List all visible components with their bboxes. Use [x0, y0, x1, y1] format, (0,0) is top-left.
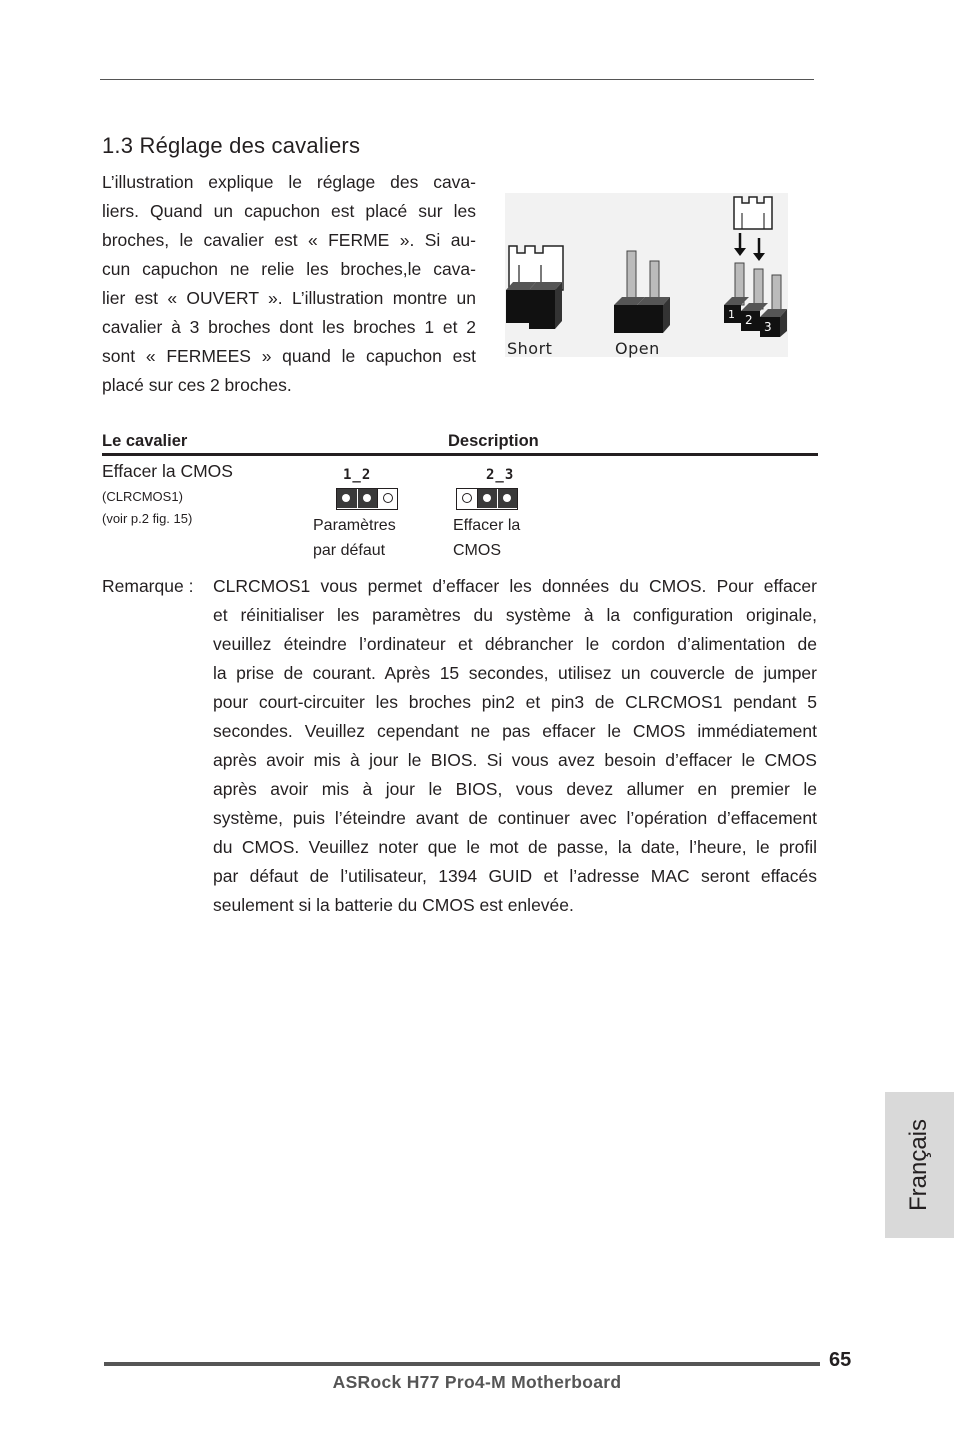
top-rule [100, 79, 814, 80]
intro-line: sont « FERMEES » quand le capuchon est [102, 346, 476, 366]
remark-line: par défaut de l’utilisateur, 1394 GUID et l’adresse MAC seront effacés [213, 866, 817, 886]
pin-number: 1 [728, 308, 735, 321]
remark-line: après avoir mis à jour le BIOS, vous devez allumer en premier le [213, 779, 817, 799]
remark-line: pour court-circuiter les broches pin2 et pin3 de CLRCMOS1 pendant 5 [213, 692, 817, 712]
pin-open-icon [457, 489, 477, 508]
intro-line: broches, le cavalier est « FERME ». Si au- [102, 230, 476, 250]
pin-closed-icon [357, 489, 377, 508]
short-label: Short [507, 339, 553, 358]
open-label: Open [615, 339, 660, 358]
language-tab-label: Français [905, 1118, 932, 1212]
pin-closed-icon [497, 489, 517, 508]
footer-product-name: ASRock H77 Pro4-M Motherboard [332, 1372, 622, 1392]
setting-a-pins: 1_2 [343, 467, 372, 483]
pin-closed-icon [337, 489, 357, 508]
jumper-illustration [505, 193, 788, 357]
remark-line: système, puis l’éteindre avant de continuer avec l’opération d’effacement [213, 808, 817, 828]
remark-line: secondes. Veuillez cependant ne pas effacer le CMOS immédiatement [213, 721, 817, 741]
setting-b-pins: 2_3 [486, 467, 515, 483]
pin-number: 3 [764, 320, 772, 334]
open-jumper-icon [614, 251, 670, 333]
pin-open-icon [377, 489, 397, 508]
setting-a-caption-2: par défaut [313, 542, 386, 559]
jumper-reference: (voir p.2 fig. 15) [102, 511, 193, 526]
table-header-rule [102, 453, 818, 456]
remark-line: du CMOS. Veuillez noter que le mot de passe, la date, l’heure, le profil [213, 837, 817, 857]
jumper-illustration-svg [505, 193, 788, 357]
intro-line: cavalier à 3 broches dont les broches 1 et 2 [102, 317, 476, 337]
language-tab [885, 1092, 954, 1238]
short-jumper-icon [506, 246, 563, 329]
setting-b-caption-2: CMOS [453, 542, 501, 559]
pin-closed-icon [477, 489, 497, 508]
remark-line: et réinitialiser les paramètres du système à la configuration originale, [213, 605, 817, 625]
footer-rule [104, 1362, 820, 1366]
jumper-name: Effacer la CMOS [102, 461, 233, 481]
intro-line: lier est « OUVERT ». L’illustration montre un [102, 288, 476, 308]
intro-line: cun capuchon ne relie les broches,le cava- [102, 259, 476, 279]
intro-line: L’illustration explique le réglage des cava- [102, 172, 476, 192]
setting-b-jumper-icon [456, 488, 518, 510]
remark-line: la prise de courant. Après 15 secondes, utilisez un couvercle de jumper [213, 663, 817, 683]
intro-line: placé sur ces 2 broches. [102, 375, 292, 395]
setting-a-jumper-icon [336, 488, 398, 510]
section-heading: 1.3 Réglage des cavaliers [102, 133, 361, 158]
column-header-jumper: Le cavalier [102, 432, 188, 450]
remark-line: CLRCMOS1 vous permet d’effacer les données du CMOS. Pour effacer [213, 576, 817, 596]
remark-line: après avoir mis à jour le BIOS. Si vous avez besoin d’effacer le CMOS [213, 750, 817, 770]
remark-label: Remarque : [102, 576, 194, 596]
setting-a-caption-1: Paramètres [313, 517, 396, 534]
intro-line: liers. Quand un capuchon est placé sur les [102, 201, 476, 221]
page-number: 65 [829, 1349, 852, 1371]
jumper-code: (CLRCMOS1) [102, 489, 183, 504]
setting-b-caption-1: Effacer la [453, 517, 521, 534]
remark-line: veuillez éteindre l’ordinateur et débrancher le cordon d’alimentation de [213, 634, 817, 654]
column-header-description: Description [448, 432, 539, 450]
remark-line: seulement si la batterie du CMOS est enlevée. [213, 895, 574, 915]
three-pin-jumper-icon [724, 197, 787, 337]
pin-number: 2 [745, 313, 753, 327]
